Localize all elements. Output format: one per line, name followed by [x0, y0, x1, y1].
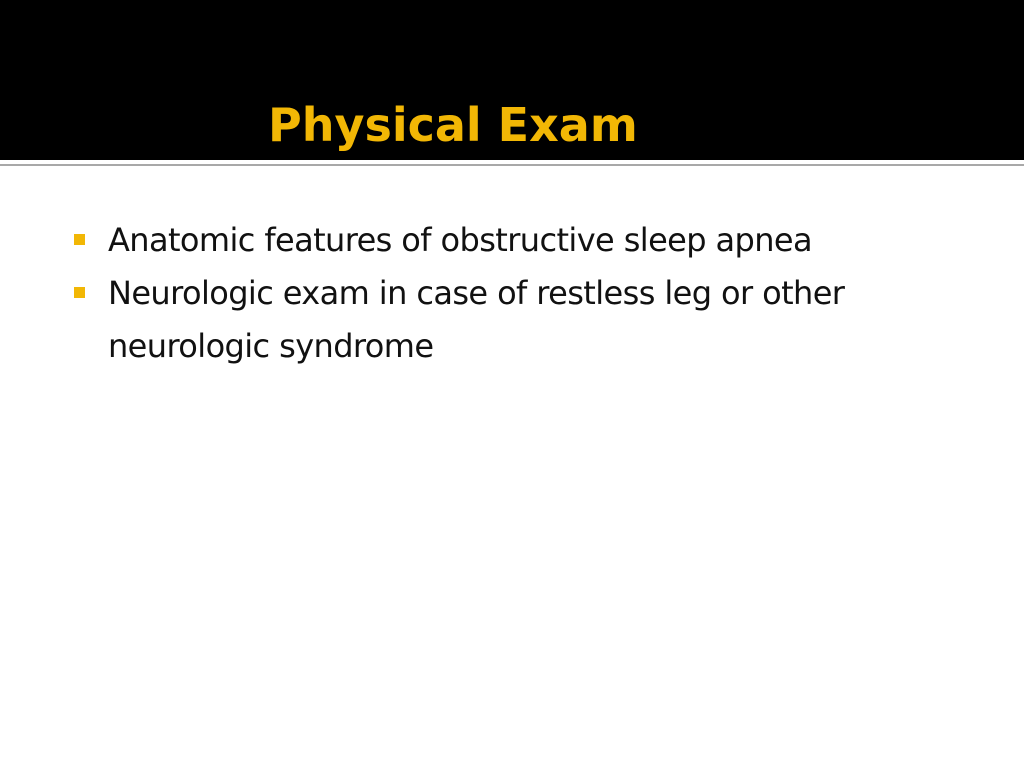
slide-title: Physical Exam: [268, 98, 638, 152]
bullet-text: Anatomic features of obstructive sleep apnea: [108, 221, 813, 259]
bullet-item: [72, 214, 992, 267]
bullet-list: [72, 214, 992, 373]
bullet-text: Neurologic exam in case of restless leg or other neurologic syndrome: [108, 274, 845, 365]
title-band: [0, 0, 1024, 160]
bullet-item: [72, 267, 992, 373]
square-bullet-icon: [74, 234, 85, 245]
title-divider-shadow: [0, 164, 1024, 166]
square-bullet-icon: [74, 287, 85, 298]
